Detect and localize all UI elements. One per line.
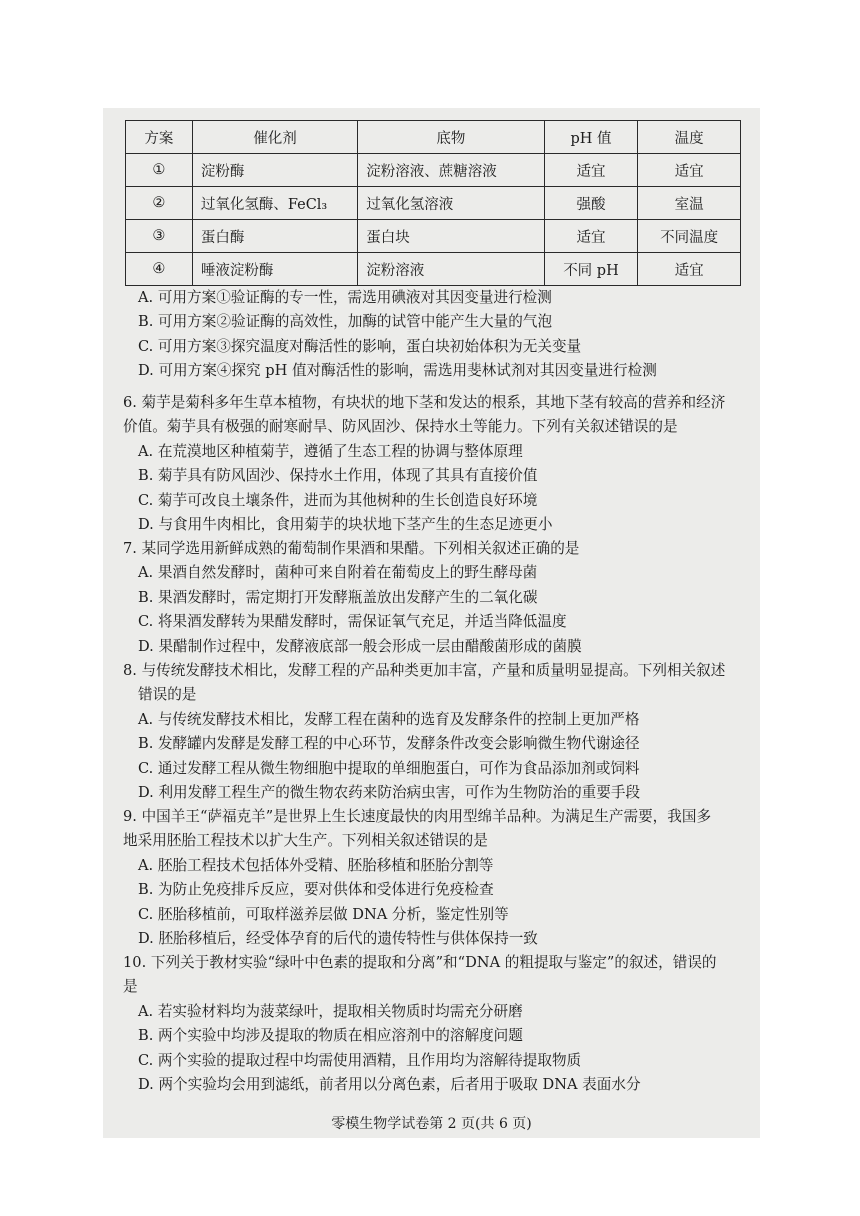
option-a: A. 若实验材料均为菠菜绿叶，提取相关物质时均需充分研磨 bbox=[138, 1002, 523, 1020]
question-stem: 地采用胚胎工程技术以扩大生产。下列相关叙述错误的是 bbox=[123, 832, 488, 850]
option-c: C. 胚胎移植前，可取样滋养层做 DNA 分析，鉴定性别等 bbox=[138, 905, 509, 923]
table-header-row bbox=[126, 121, 741, 154]
table-cell: 过氧化氢溶液 bbox=[358, 187, 544, 220]
table-cell: 强酸 bbox=[544, 187, 638, 220]
table-row bbox=[126, 253, 741, 286]
table-cell: ① bbox=[126, 154, 193, 187]
option-d: D. 与食用牛肉相比，食用菊芋的块状地下茎产生的生态足迹更小 bbox=[138, 516, 553, 534]
table-cell: ② bbox=[126, 187, 193, 220]
option-b: B. 发酵罐内发酵是发酵工程的中心环节，发酵条件改变会影响微生物代谢途径 bbox=[138, 735, 640, 753]
page-footer: 零模生物学试卷第 2 页(共 6 页) bbox=[331, 1116, 532, 1132]
table-cell: 适宜 bbox=[638, 154, 741, 187]
table-cell: 适宜 bbox=[638, 253, 741, 286]
question-stem: 8. 与传统发酵技术相比，发酵工程的产品种类更加丰富，产量和质量明显提高。下列相关叙述 bbox=[123, 662, 726, 679]
table-header-cell: pH 值 bbox=[544, 121, 638, 154]
exam-page bbox=[103, 108, 760, 1138]
question-10 bbox=[123, 951, 753, 1097]
option-c: C. 通过发酵工程从微生物细胞中提取的单细胞蛋白，可作为食品添加剂或饲料 bbox=[138, 759, 640, 777]
question-stem: 6. 菊芋是菊科多年生草本植物，有块状的地下茎和发达的根系，其地下茎有较高的营养和经济 bbox=[123, 394, 726, 411]
option-a: A. 在荒漠地区种植菊芋，遵循了生态工程的协调与整体原理 bbox=[138, 442, 523, 460]
table-cell: ③ bbox=[126, 220, 193, 253]
table-header-cell: 底物 bbox=[358, 121, 544, 154]
option-d: D. 胚胎移植后，经受体孕育的后代的遗传特性与供体保持一致 bbox=[138, 930, 538, 948]
question-8 bbox=[123, 659, 753, 805]
question-stem: 价值。菊芋具有极强的耐寒耐旱、防风固沙、保持水土等能力。下列有关叙述错误的是 bbox=[123, 418, 678, 436]
table-header-cell: 催化剂 bbox=[192, 121, 357, 154]
option-c: C. 两个实验的提取过程中均需使用酒精，且作用均为溶解待提取物质 bbox=[138, 1051, 582, 1069]
table-header-cell: 温度 bbox=[638, 121, 741, 154]
question-stem: 错误的是 bbox=[138, 686, 197, 704]
option-d: D. 可用方案④探究 pH 值对酶活性的影响，需选用斐林试剂对其因变量进行检测 bbox=[138, 362, 657, 380]
option-a: A. 胚胎工程技术包括体外受精、胚胎移植和胚胎分割等 bbox=[138, 856, 494, 874]
option-b: B. 菊芋具有防风固沙、保持水土作用，体现了其具有直接价值 bbox=[138, 467, 538, 485]
option-a: A. 与传统发酵技术相比，发酵工程在菌种的选育及发酵条件的控制上更加严格 bbox=[138, 710, 640, 728]
table-cell: ④ bbox=[126, 253, 193, 286]
question-stem: 10. 下列关于教材实验“绿叶中色素的提取和分离”和“DNA 的粗提取与鉴定”的叙述，错误的 bbox=[123, 954, 717, 971]
table-row bbox=[126, 220, 741, 253]
table-cell: 蛋白块 bbox=[358, 220, 544, 253]
table-cell: 淀粉溶液 bbox=[358, 253, 544, 286]
table-cell: 蛋白酶 bbox=[192, 220, 357, 253]
table-cell: 室温 bbox=[638, 187, 741, 220]
option-b: B. 可用方案②验证酶的高效性，加酶的试管中能产生大量的气泡 bbox=[138, 313, 553, 331]
table-cell: 淀粉酶 bbox=[192, 154, 357, 187]
option-c: C. 将果酒发酵转为果醋发酵时，需保证氧气充足，并适当降低温度 bbox=[138, 613, 567, 631]
option-b: B. 果酒发酵时，需定期打开发酵瓶盖放出发酵产生的二氧化碳 bbox=[138, 588, 538, 606]
question-9 bbox=[123, 805, 753, 951]
table-cell: 适宜 bbox=[544, 220, 638, 253]
option-d: D. 果醋制作过程中，发酵液底部一般会形成一层由醋酸菌形成的菌膜 bbox=[138, 637, 582, 655]
option-d: D. 利用发酵工程生产的微生物农药来防治病虫害，可作为生物防治的重要手段 bbox=[138, 784, 641, 802]
table-row bbox=[126, 187, 741, 220]
table-cell: 不同温度 bbox=[638, 220, 741, 253]
table-header-cell: 方案 bbox=[126, 121, 193, 154]
option-b: B. 为防止免疫排斥反应，要对供体和受体进行免疫检查 bbox=[138, 881, 494, 899]
table-row bbox=[126, 154, 741, 187]
option-a: A. 果酒自然发酵时，菌种可来自附着在葡萄皮上的野生酵母菌 bbox=[138, 564, 538, 582]
option-c: C. 可用方案③探究温度对酶活性的影响，蛋白块初始体积为无关变量 bbox=[138, 337, 582, 355]
question-7 bbox=[123, 537, 753, 659]
question-5-options bbox=[123, 286, 753, 384]
table-cell: 过氧化氢酶、FeCl₃ bbox=[192, 187, 357, 220]
table-cell: 淀粉溶液、蔗糖溶液 bbox=[358, 154, 544, 187]
question-6 bbox=[123, 391, 753, 537]
table-cell: 唾液淀粉酶 bbox=[192, 253, 357, 286]
experiment-plan-table bbox=[125, 120, 741, 286]
option-c: C. 菊芋可改良土壤条件，进而为其他树种的生长创造良好环境 bbox=[138, 491, 538, 509]
option-d: D. 两个实验均会用到滤纸，前者用以分离色素，后者用于吸取 DNA 表面水分 bbox=[138, 1076, 641, 1094]
table-cell: 适宜 bbox=[544, 154, 638, 187]
table-cell: 不同 pH bbox=[544, 253, 638, 286]
question-stem: 9. 中国羊王“萨福克羊”是世界上生长速度最快的肉用型绵羊品种。为满足生产需要，我国多 bbox=[123, 808, 712, 825]
option-a: A. 可用方案①验证酶的专一性，需选用碘液对其因变量进行检测 bbox=[138, 289, 552, 306]
question-stem: 7. 某同学选用新鲜成熟的葡萄制作果酒和果醋。下列相关叙述正确的是 bbox=[123, 540, 580, 557]
option-b: B. 两个实验中均涉及提取的物质在相应溶剂中的溶解度问题 bbox=[138, 1027, 523, 1045]
question-stem: 是 bbox=[123, 978, 138, 996]
